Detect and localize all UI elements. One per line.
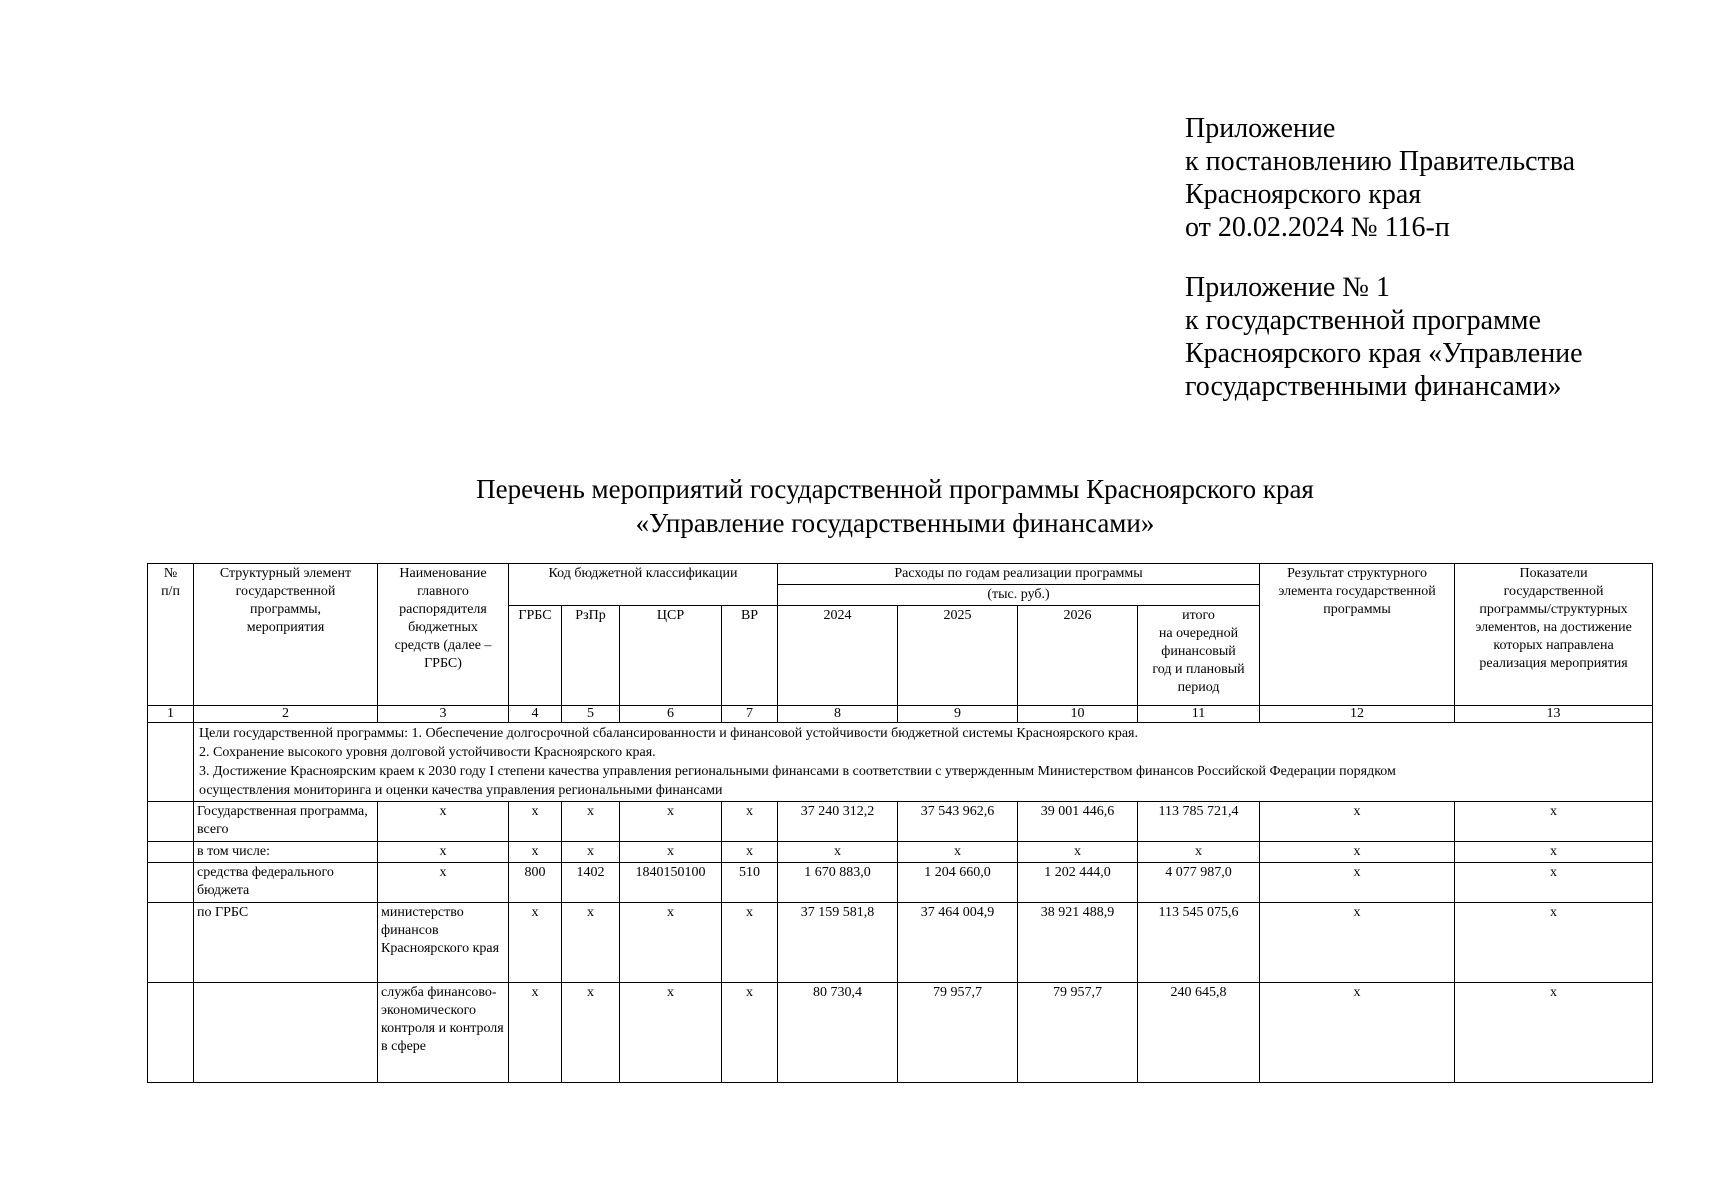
table-row [148, 842, 1653, 863]
header-indicators: Показатели государственной программы/структурных элементов, на достижение которых направлена реализация мероприятия [1455, 564, 1653, 706]
cell-element: по ГРБС [194, 903, 378, 983]
header-row [148, 564, 1653, 585]
cell-grbs: 800 [509, 863, 562, 903]
cell-total: 4 077 987,0 [1138, 863, 1260, 903]
cell-csr: х [620, 802, 722, 842]
cell-2024: 1 670 883,0 [778, 863, 898, 903]
col-number: 6 [620, 706, 722, 723]
col-number: 9 [898, 706, 1018, 723]
cell-num [148, 842, 194, 863]
cell-num [148, 802, 194, 842]
cell-2025: 1 204 660,0 [898, 863, 1018, 903]
cell-2024: 80 730,4 [778, 983, 898, 1083]
cell-indicators: х [1455, 983, 1653, 1083]
goal-line: Цели государственной программы: 1. Обеспечение долгосрочной сбалансированности и финансовой устойчивости бюджетной системы Красноярского края. [199, 726, 1138, 741]
cell-grbs-name: х [378, 842, 509, 863]
col-number: 2 [194, 706, 378, 723]
col-number: 1 [148, 706, 194, 723]
col-number: 11 [1138, 706, 1260, 723]
header-expenses: Расходы по годам реализации программы [778, 564, 1260, 585]
cell-vr: х [722, 903, 778, 983]
header-num: № п/п [148, 564, 194, 706]
cell-2024: 37 159 581,8 [778, 903, 898, 983]
annex-line: от 20.02.2024 № 116-п [1185, 212, 1450, 243]
col-number: 7 [722, 706, 778, 723]
cell-total: 113 545 075,6 [1138, 903, 1260, 983]
cell-num [148, 903, 194, 983]
cell-csr: х [620, 983, 722, 1083]
header-2024: 2024 [778, 606, 898, 706]
title-line: Перечень мероприятий государственной программы Красноярского края [476, 474, 1314, 504]
annex-line: к постановлению Правительства [1185, 146, 1576, 177]
cell-indicators: х [1455, 802, 1653, 842]
cell-total: 113 785 721,4 [1138, 802, 1260, 842]
cell-element: в том числе: [194, 842, 378, 863]
col-number: 5 [562, 706, 620, 723]
cell-2026: 38 921 488,9 [1018, 903, 1138, 983]
table-row [148, 983, 1653, 1083]
cell-result: х [1260, 802, 1455, 842]
col-number: 13 [1455, 706, 1653, 723]
cell-num [148, 863, 194, 903]
header-2026: 2026 [1018, 606, 1138, 706]
cell-vr: х [722, 842, 778, 863]
header-grbs-name: Наименование главного распорядителя бюджетных средств (далее – ГРБС) [378, 564, 509, 706]
goals-row [148, 723, 1653, 802]
cell-2026: 1 202 444,0 [1018, 863, 1138, 903]
header-grbs: ГРБС [509, 606, 562, 706]
cell-2026: х [1018, 842, 1138, 863]
header-rzpr: РзПр [562, 606, 620, 706]
cell-result: х [1260, 863, 1455, 903]
cell-2025: 37 543 962,6 [898, 802, 1018, 842]
cell-indicators: х [1455, 863, 1653, 903]
title-line: «Управление государственными финансами» [635, 508, 1155, 538]
cell-2025: 79 957,7 [898, 983, 1018, 1083]
cell-grbs: х [509, 983, 562, 1083]
cell-rzpr: х [562, 802, 620, 842]
header-2025: 2025 [898, 606, 1018, 706]
annex-line: Приложение № 1 [1185, 272, 1390, 303]
cell-rzpr: х [562, 842, 620, 863]
annex-block-program [1185, 271, 1583, 403]
col-number: 4 [509, 706, 562, 723]
header-vr: ВР [722, 606, 778, 706]
col-number: 10 [1018, 706, 1138, 723]
cell-grbs: х [509, 802, 562, 842]
program-goals [194, 723, 1653, 802]
col-number: 12 [1260, 706, 1455, 723]
col-number: 3 [378, 706, 509, 723]
cell-num [148, 983, 194, 1083]
cell-result: х [1260, 903, 1455, 983]
cell-2025: х [898, 842, 1018, 863]
cell-csr: 1840150100 [620, 863, 722, 903]
cell-element: Государственная программа, всего [194, 802, 378, 842]
cell-2024: 37 240 312,2 [778, 802, 898, 842]
cell-2024: х [778, 842, 898, 863]
cell-total: х [1138, 842, 1260, 863]
cell-grbs-name: служба финансово-экономического контроля и контроля в сфере [378, 983, 509, 1083]
header-budget-code: Код бюджетной классификации [509, 564, 778, 606]
cell-rzpr: 1402 [562, 863, 620, 903]
cell-result: х [1260, 983, 1455, 1083]
cell-grbs: х [509, 842, 562, 863]
cell-grbs-name: министерство финансов Красноярского края [378, 903, 509, 983]
header-expenses-unit: (тыс. руб.) [778, 585, 1260, 606]
cell-element: средства федерального бюджета [194, 863, 378, 903]
cell-2026: 39 001 446,6 [1018, 802, 1138, 842]
cell-rzpr: х [562, 983, 620, 1083]
goals-num-cell [148, 723, 194, 802]
annex-line: Красноярского края «Управление [1185, 338, 1583, 369]
cell-csr: х [620, 903, 722, 983]
cell-vr: х [722, 983, 778, 1083]
measures-table [147, 563, 1653, 1083]
header-element: Структурный элемент государственной программы, мероприятия [194, 564, 378, 706]
goal-line: 3. Достижение Красноярским краем к 2030 году I степени качества управления региональными финансами в соответствии с утвержденным Министерством финансов Российской Федерации порядком [199, 764, 1396, 779]
cell-2025: 37 464 004,9 [898, 903, 1018, 983]
cell-grbs-name: х [378, 863, 509, 903]
header-result: Результат структурного элемента государственной программы [1260, 564, 1455, 706]
annex-line: Красноярского края [1185, 179, 1422, 210]
column-numbers-row [148, 706, 1653, 723]
annex-header [1185, 112, 1583, 430]
annex-line: Приложение [1185, 113, 1336, 144]
table-row [148, 802, 1653, 842]
annex-block-resolution [1185, 112, 1583, 244]
cell-vr: х [722, 802, 778, 842]
document-title [0, 472, 1720, 540]
annex-line: к государственной программе [1185, 305, 1541, 336]
cell-indicators: х [1455, 842, 1653, 863]
cell-rzpr: х [562, 903, 620, 983]
header-total: итого на очередной финансовый год и плановый период [1138, 606, 1260, 706]
cell-result: х [1260, 842, 1455, 863]
annex-line: государственными финансами» [1185, 371, 1562, 402]
goal-line: осуществления мониторинга и оценки качества управления региональными финансами [199, 783, 723, 798]
cell-indicators: х [1455, 903, 1653, 983]
goal-line: 2. Сохранение высокого уровня долговой устойчивости Красноярского края. [199, 745, 656, 760]
cell-2026: 79 957,7 [1018, 983, 1138, 1083]
cell-grbs-name: х [378, 802, 509, 842]
cell-vr: 510 [722, 863, 778, 903]
header-csr: ЦСР [620, 606, 722, 706]
cell-grbs: х [509, 903, 562, 983]
cell-element [194, 983, 378, 1083]
table-row [148, 903, 1653, 983]
table-row [148, 863, 1653, 903]
cell-csr: х [620, 842, 722, 863]
col-number: 8 [778, 706, 898, 723]
cell-total: 240 645,8 [1138, 983, 1260, 1083]
